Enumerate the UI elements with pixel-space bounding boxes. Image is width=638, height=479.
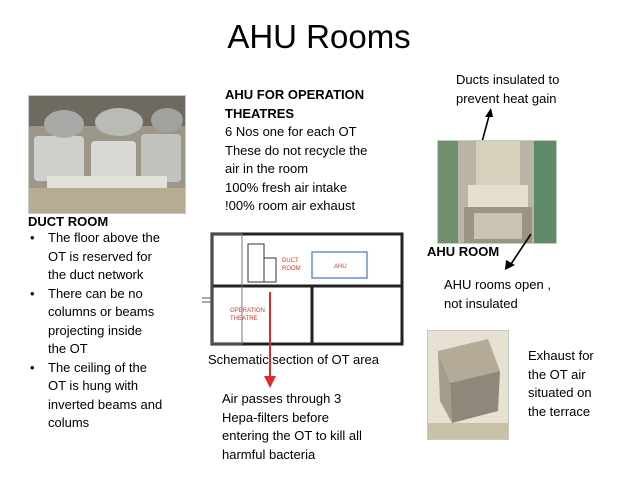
bullet-line: • The floor above the (48, 230, 161, 245)
hepa-line: Air passes through 3 (222, 391, 342, 406)
airflow-arrow (262, 292, 278, 392)
ot-label: OPERATION (230, 308, 265, 314)
exhaust-line: situated on (528, 385, 592, 400)
hepa-text (222, 390, 422, 464)
ahu-open-text (444, 276, 624, 313)
duct-room-label: DUCT (282, 258, 299, 264)
bullet-line: the OT (48, 341, 88, 356)
duct-room-heading: DUCT ROOM (28, 214, 109, 229)
duct-room-label: ROOM (282, 266, 301, 272)
bullet-line: • The ceiling of the (48, 359, 148, 375)
ahu-ot-block (225, 86, 425, 216)
ot-schematic (200, 228, 405, 348)
hepa-line: entering the OT to kill all (222, 428, 362, 443)
slide-title: AHU Rooms (227, 18, 411, 55)
bullet-line: OT is hung with (48, 378, 139, 393)
bullet-item (28, 285, 198, 359)
bullet-line: inverted beams and (48, 396, 163, 412)
duct-room-bullets (28, 229, 198, 433)
ahu-ot-line: !00% room air exhaust (225, 198, 356, 213)
ahu-room-heading: AHU ROOM (427, 244, 500, 259)
ahu-ot-heading-line: AHU FOR OPERATION (225, 87, 365, 102)
ahu-open-line: AHU rooms open , (444, 277, 551, 292)
ahu-ot-heading-line: THEATRES (225, 105, 295, 121)
ahu-ot-line: 6 Nos one for each OT (225, 124, 357, 139)
ahu-open-line: not insulated (444, 295, 518, 311)
ahu-room-image (438, 141, 556, 243)
hepa-line: harmful bacteria (222, 446, 316, 462)
bullet-item (28, 229, 198, 285)
ducts-line: Ducts insulated to (456, 72, 560, 87)
exhaust-image (428, 331, 508, 439)
bullet-line: OT is reserved for (48, 248, 152, 264)
schematic-caption: Schematic section of OT area (208, 352, 380, 367)
exhaust-photo (427, 330, 509, 440)
bullet-line: the duct network (48, 267, 144, 282)
ahu-ot-line: These do not recycle the (225, 142, 368, 158)
bullet-item (28, 359, 198, 433)
exhaust-text (528, 347, 628, 421)
duct-room-photo (28, 95, 186, 214)
exhaust-line: the OT air (528, 366, 586, 382)
hepa-line: Hepa-filters before (222, 409, 329, 425)
exhaust-line: the terrace (528, 403, 591, 419)
ahu-label: AHU (334, 264, 347, 270)
ot-label: THEATRE (230, 316, 258, 322)
ducts-line: prevent heat gain (456, 90, 557, 106)
ducts-insulated-text (456, 71, 626, 108)
bullet-line: projecting inside (48, 322, 142, 338)
ahu-room-photo (437, 140, 557, 244)
schematic-drawing (200, 228, 405, 348)
ahu-ot-line: air in the room (225, 161, 309, 176)
bullet-line: colums (48, 415, 90, 430)
bullet-line: columns or beams (48, 304, 155, 319)
red-down-arrow-icon (262, 292, 278, 392)
ahu-open-pointer (503, 232, 533, 272)
bullet-line: • There can be no (48, 285, 143, 301)
black-arrow-icon (503, 232, 533, 272)
duct-room-image (29, 96, 185, 213)
exhaust-line: Exhaust for (528, 348, 594, 363)
ahu-ot-line: 100% fresh air intake (225, 179, 348, 195)
